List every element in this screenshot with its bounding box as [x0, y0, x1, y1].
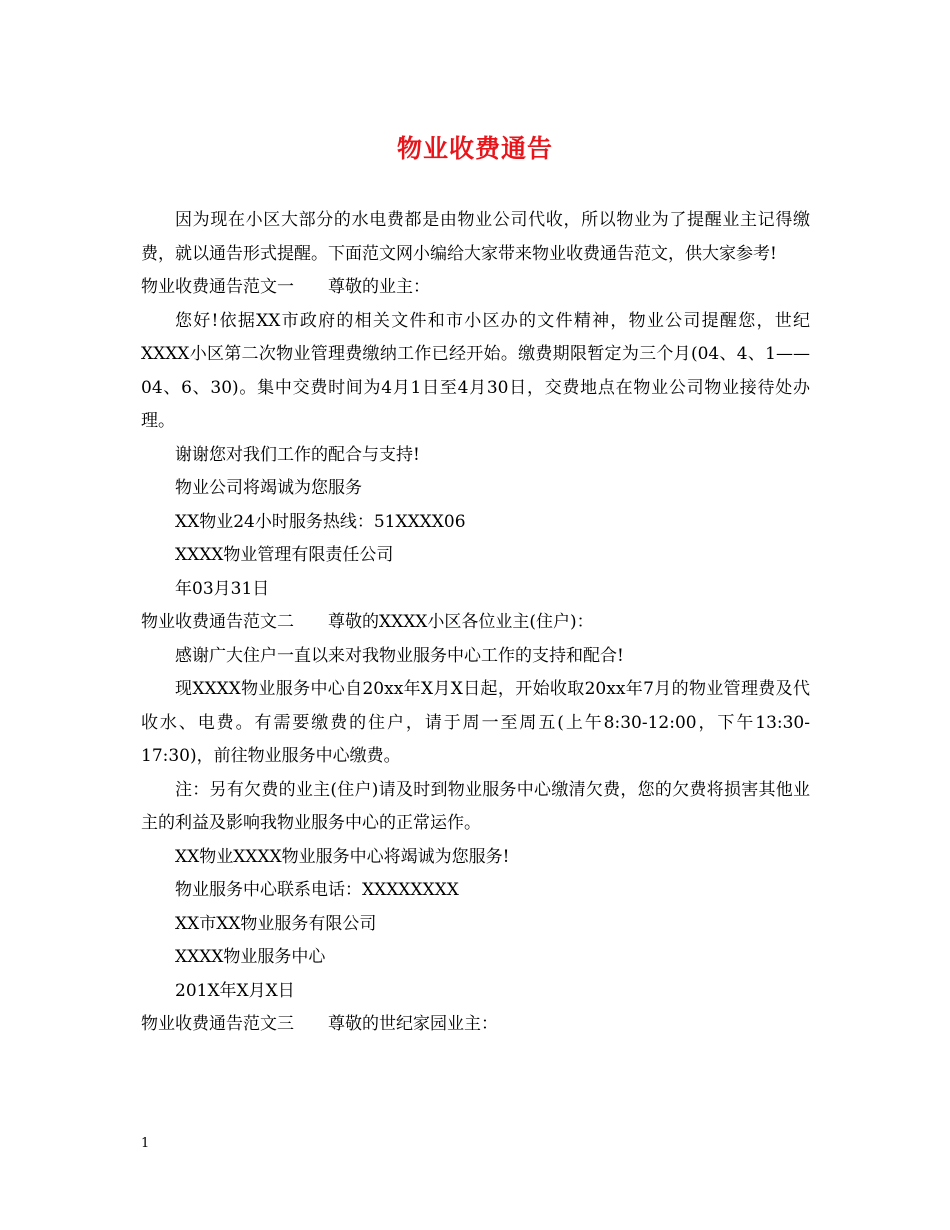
sample1-heading: 物业收费通告范文一 — [141, 277, 294, 297]
intro-paragraph: 因为现在小区大部分的水电费都是由物业公司代收，所以物业为了提醒业主记得缴费，就以通告形式提醒。下面范文网小编给大家带来物业收费通告范文，供大家参考! — [141, 210, 810, 264]
sample3-heading: 物业收费通告范文三 — [141, 1014, 294, 1034]
sample2-note: 注：另有欠费的业主(住户)请及时到物业服务中心缴清欠费，您的欠费将损害其他业主的利益及影响我物业服务中心的正常运作。 — [141, 779, 810, 833]
sample1-service: 物业公司将竭诚为您服务 — [175, 478, 362, 498]
sample1-salutation: 尊敬的业主： — [328, 277, 430, 297]
sample2-date: 201X年X月X日 — [175, 980, 295, 1001]
sample2-company: XX市XX物业服务有限公司 — [175, 913, 377, 934]
sample3-heading-line — [141, 1008, 810, 1042]
sample2-heading: 物业收费通告范文二 — [141, 612, 294, 632]
sample2-thanks: 感谢广大住户一直以来对我物业服务中心工作的支持和配合! — [175, 645, 624, 666]
sample1-thanks: 谢谢您对我们工作的配合与支持! — [175, 444, 420, 465]
sample2-service: XX物业XXXX物业服务中心将竭诚为您服务! — [175, 846, 510, 867]
sample2-body: 现XXXX物业服务中心自20xx年X月X日起，开始收取20xx年7月的物业管理费及代收水、电费。有需要缴费的住户，请于周一至周五(上午8:30-12:00，下午13:30-17:30)，前往物业服务中心缴费。 — [141, 679, 810, 766]
sample2-salutation: 尊敬的XXXX小区各位业主(住户)： — [328, 612, 594, 632]
sample2-heading-line — [141, 606, 810, 640]
page-title: 物业收费通告 — [396, 134, 553, 163]
sample1-date: 年03月31日 — [175, 578, 270, 599]
page-number: 1 — [141, 1136, 150, 1151]
sample1-hotline: XX物业24小时服务热线：51XXXX06 — [175, 511, 466, 532]
document-body — [141, 204, 810, 1042]
sample2-phone: 物业服务中心联系电话：XXXXXXXX — [175, 880, 459, 900]
sample3-salutation: 尊敬的世纪家园业主： — [328, 1014, 498, 1034]
sample2-center: XXXX物业服务中心 — [175, 947, 326, 967]
sample1-body: 您好!依据XX市政府的相关文件和市小区办的文件精神，物业公司提醒您，世纪XXXX小区第二次物业管理费缴纳工作已经开始。缴费期限暂定为三个月(04、4、1——04、6、30)。集中交费时间为4月1日至4月30日，交费地点在物业公司物业接待处办理。 — [141, 310, 810, 431]
sample1-company: XXXX物业管理有限责任公司 — [175, 545, 394, 565]
sample1-heading-line — [141, 271, 810, 305]
